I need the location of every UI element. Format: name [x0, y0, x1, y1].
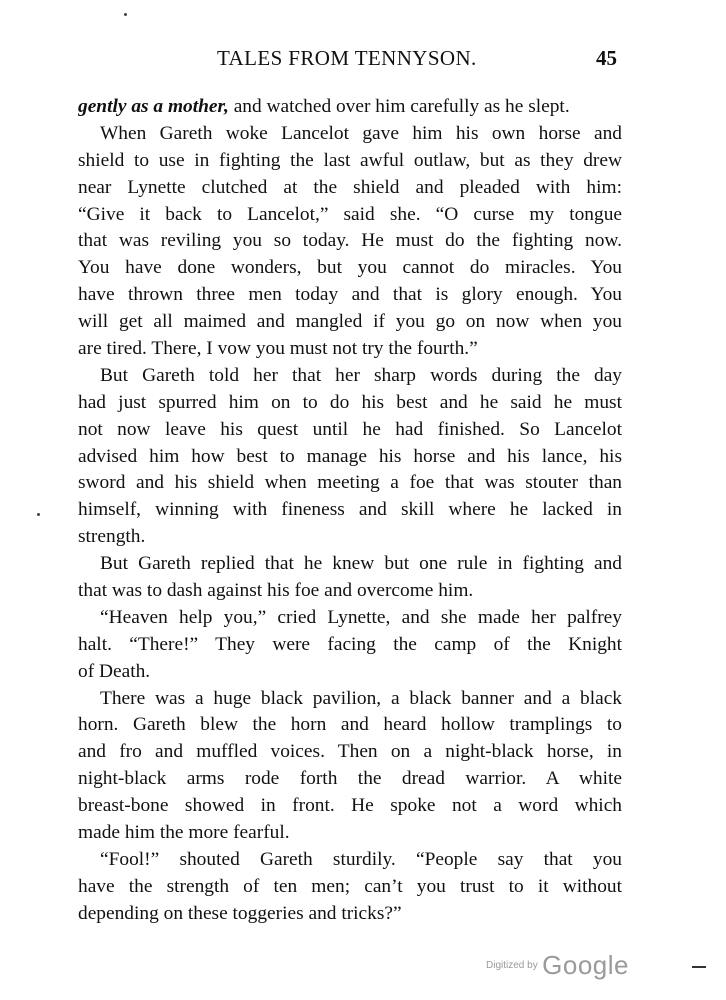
text-line: have the strength of ten men; can’t you trust to it without [78, 875, 622, 897]
body-text [78, 94, 622, 928]
running-header [0, 46, 726, 76]
text-line: You have done wonders, but you cannot do miracles. You [78, 257, 622, 279]
text-lines [78, 121, 622, 928]
text-line: horn. Gareth blew the horn and heard hollow tramplings to [78, 714, 622, 736]
text-line: are tired. There, I vow you must not try the fourth.” [78, 338, 478, 360]
watermark-prefix: Digitized by [486, 960, 538, 971]
text-line: that was to dash against his foe and overcome him. [78, 580, 474, 602]
text-line: breast-bone showed in front. He spoke not a word which [78, 795, 622, 817]
text-line: not now leave his quest until he had finished. So Lancelot [78, 418, 622, 440]
digitized-by-google-watermark [486, 950, 629, 981]
margin-dash [692, 966, 706, 968]
text-line: When Gareth woke Lancelot gave him his own horse and [100, 122, 622, 144]
text-line: himself, winning with fineness and skill where he lacked in [78, 499, 622, 521]
paper-speck [37, 513, 40, 516]
text-line: sword and his shield when meeting a foe that was stouter than [78, 472, 622, 494]
text-line: halt. “There!” They were facing the camp of the Knight [78, 633, 622, 655]
text-line: But Gareth told her that her sharp words during the day [100, 364, 622, 386]
text-line: There was a huge black pavilion, a black banner and a black [100, 687, 622, 709]
text-line: that was reviling you so today. He must do the fighting now. [78, 230, 622, 252]
running-title: TALES FROM TENNYSON. [217, 46, 477, 70]
text-line: made him the more fearful. [78, 822, 290, 844]
page-number: 45 [596, 46, 617, 70]
text-line: strength. [78, 526, 146, 548]
text-line: of Death. [78, 660, 151, 682]
text-line: “Fool!” shouted Gareth sturdily. “People say that you [100, 848, 622, 870]
text-line: But Gareth replied that he knew but one rule in fighting and [100, 553, 622, 575]
text-line-rest: and watched over him carefully as he slept. [233, 96, 570, 117]
text-line: advised him how best to manage his horse and his lance, his [78, 445, 622, 467]
text-line: shield to use in fighting the last awful outlaw, but as they drew [78, 149, 622, 171]
text-line [78, 94, 622, 121]
text-line: near Lynette clutched at the shield and pleaded with him: [78, 176, 622, 198]
text-line: “Heaven help you,” cried Lynette, and she made her palfrey [100, 606, 622, 628]
text-line: will get all maimed and mangled if you go on now when you [78, 311, 622, 333]
text-line: had just spurred him on to do his best and he said he must [78, 391, 622, 413]
text-line: night-black arms rode forth the dread warrior. A white [78, 768, 622, 790]
text-line: depending on these toggeries and tricks?” [78, 902, 402, 924]
text-line: have thrown three men today and that is glory enough. You [78, 284, 622, 306]
google-logo: Google [542, 950, 629, 980]
italic-phrase: gently as a mother, [78, 96, 229, 117]
text-line: and fro and muffled voices. Then on a night-black horse, in [78, 741, 622, 763]
text-line: “Give it back to Lancelot,” said she. “O curse my tongue [78, 203, 622, 225]
paper-speck [124, 13, 127, 16]
